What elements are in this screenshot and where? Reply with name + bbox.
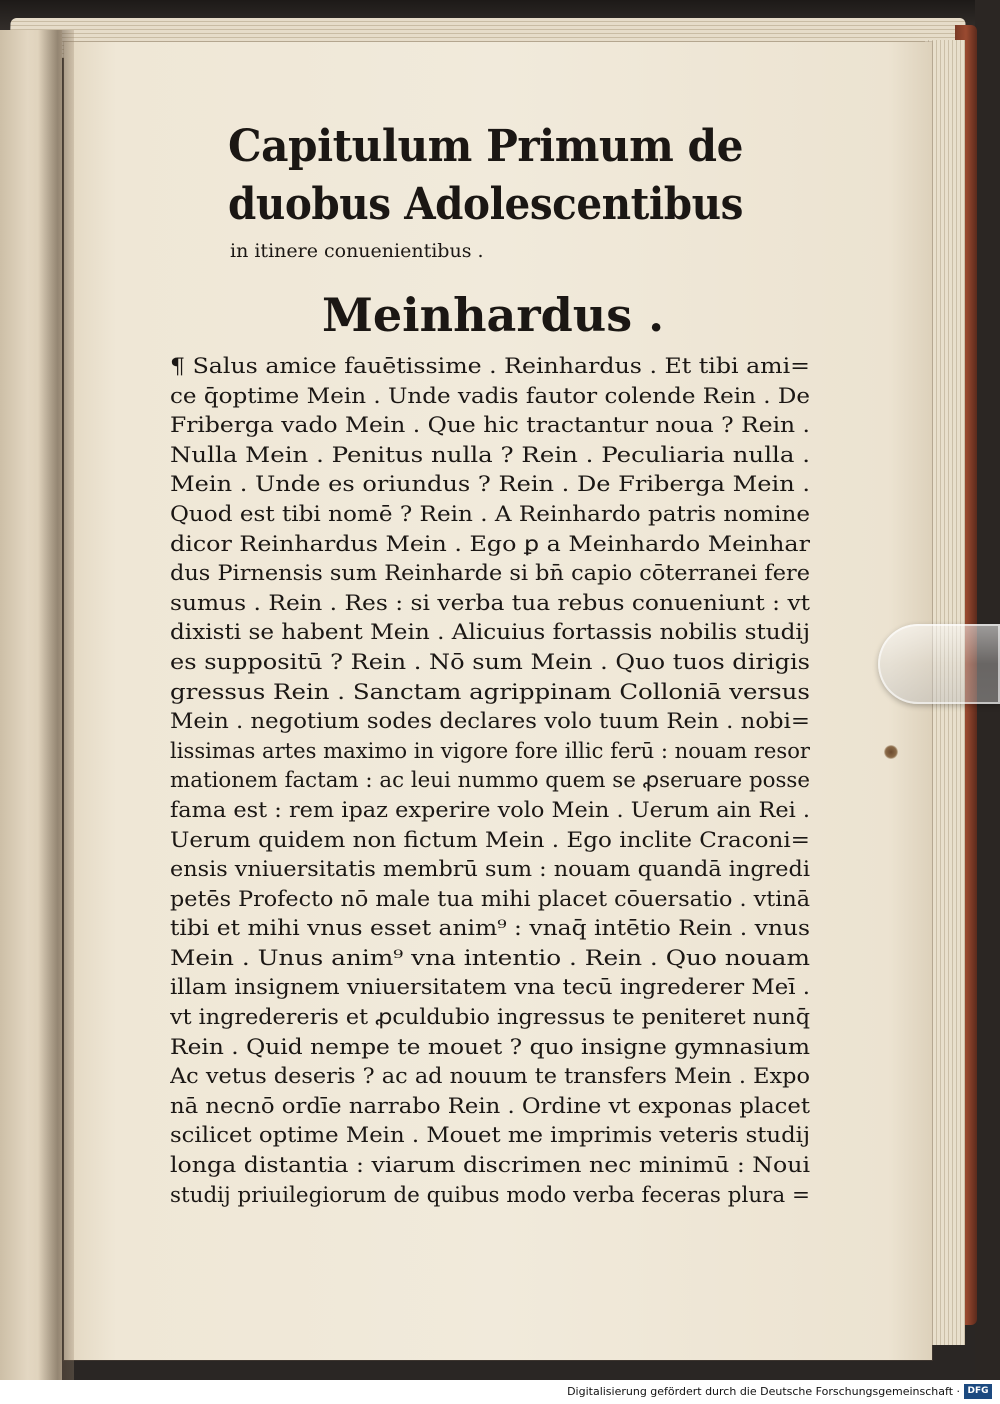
speaker-label: Meinhardus .: [322, 288, 665, 342]
funding-credit: Digitalisierung gefördert durch die Deutsche Forschungsgemeinschaft ·: [567, 1385, 960, 1398]
text-line: [170, 441, 810, 471]
dfg-logo-icon: DFG: [964, 1384, 992, 1399]
text-line: [170, 411, 810, 441]
text-line: [170, 589, 810, 619]
text-line-content: sumus . Rein . Res : si verba tua rebus conueniunt : vt: [170, 590, 810, 615]
text-line: [170, 1151, 810, 1181]
text-line-content: Ac vetus deseris ? ac ad nouum te transfers Mein . Expo: [170, 1064, 810, 1089]
text-line-content: tibi et mihi vnus esset anim⁹ : vnaq̄ intētio Rein . vnus: [170, 916, 810, 941]
text-line-content: scilicet optime Mein . Mouet me imprimis veteris studij: [170, 1123, 810, 1148]
text-line-content: Uerum quidem non fictum Mein . Ego inclite Craconi=: [170, 827, 810, 852]
text-line: [170, 1092, 810, 1122]
text-line: [170, 944, 810, 974]
text-line: [170, 1003, 810, 1033]
chapter-heading: Capitulum Primum de duobus Adolescentibus: [228, 121, 743, 230]
text-line: [170, 796, 810, 826]
text-line-content: Rein . Quid nempe te mouet ? quo insigne gymnasium: [170, 1034, 810, 1059]
text-line: [170, 826, 810, 856]
text-line: [170, 530, 810, 560]
text-line-content: longa distantia : viarum discrimen nec minimū : Noui: [170, 1153, 810, 1178]
dialogue-text-block: [170, 352, 810, 1210]
text-line-content: lissimas artes maximo in vigore fore illic ferū : nouam resor: [170, 738, 810, 763]
text-line: [170, 352, 810, 382]
text-line: [170, 1033, 810, 1063]
book-gutter: [38, 30, 74, 1380]
text-line-content: dicor Reinhardus Mein . Ego ꝑ a Meinhardo Meinhar: [170, 531, 810, 556]
text-line: [170, 678, 810, 708]
text-line: [170, 766, 810, 796]
text-line: [170, 1121, 810, 1151]
text-line-content: dixisti se habent Mein . Alicuius fortassis nobilis studij: [170, 620, 810, 645]
text-line: [170, 855, 810, 885]
text-line: [170, 470, 810, 500]
text-line: [170, 973, 810, 1003]
text-line-content: fama est : rem ipaz experire volo Mein . Uerum ain Rei .: [170, 797, 810, 822]
text-line: [170, 618, 810, 648]
text-line: [170, 1181, 810, 1211]
text-line-content: ensis vniuersitatis membrū sum : nouam quandā ingredi: [170, 857, 810, 882]
text-line-content: studij priuilegiorum de quibus modo verba feceras plura =: [170, 1182, 810, 1207]
text-line-content: Nulla Mein . Penitus nulla ? Rein . Peculiaria nulla .: [170, 442, 810, 467]
foxing-stain: [884, 745, 898, 759]
text-line: [170, 500, 810, 530]
text-line-content: gressus Rein . Sanctam agrippinam Colloniā versus: [170, 679, 810, 704]
text-line: [170, 1062, 810, 1092]
text-line: [170, 707, 810, 737]
text-line-content: dus Pirnensis sum Reinharde si bn̄ capio cōterranei fere: [170, 561, 810, 586]
text-line-content: vt ingredereris et ꝓculdubio ingressus te peniteret nunq̄: [170, 1005, 810, 1030]
text-line-content: Mein . Unus anim⁹ vna intentio . Rein . Quo nouam: [170, 945, 810, 970]
text-line-content: Mein . negotium sodes declares volo tuum Rein . nobi=: [170, 709, 810, 734]
text-line-content: illam insignem vniuersitatem vna tecū ingrederer Meī .: [170, 975, 810, 1000]
text-line-content: petēs Profecto nō male tua mihi placet cōuersatio . vtinā: [170, 886, 810, 911]
text-line: [170, 914, 810, 944]
text-line: [170, 737, 810, 767]
text-line: [170, 885, 810, 915]
text-line: [170, 648, 810, 678]
text-line-content: mationem factam : ac leui nummo quem se ꝓseruare posse: [170, 768, 810, 793]
page-clip: [878, 624, 1000, 704]
text-line: [170, 559, 810, 589]
text-line: [170, 382, 810, 412]
text-line-content: nā necnō ordīe narrabo Rein . Ordine vt exponas placet: [170, 1093, 810, 1118]
text-line-content: es suppositū ? Rein . Nō sum Mein . Quo tuos dirigis: [170, 649, 810, 674]
text-line-content: Mein . Unde es oriundus ? Rein . De Friberga Mein .: [170, 472, 810, 497]
chapter-subheading: in itinere conuenientibus .: [230, 240, 484, 262]
text-line-content: Friberga vado Mein . Que hic tractantur noua ? Rein .: [170, 413, 810, 438]
text-line-content: Quod est tibi nomē ? Rein . A Reinhardo patris nomine: [170, 501, 810, 526]
text-line-content: ce q̄optime Mein . Unde vadis fautor colende Rein . De: [170, 383, 810, 408]
text-line-content: ¶ Salus amice fauētissime . Reinhardus . Et tibi ami=: [170, 354, 810, 378]
footer-bar: [0, 1380, 1000, 1404]
